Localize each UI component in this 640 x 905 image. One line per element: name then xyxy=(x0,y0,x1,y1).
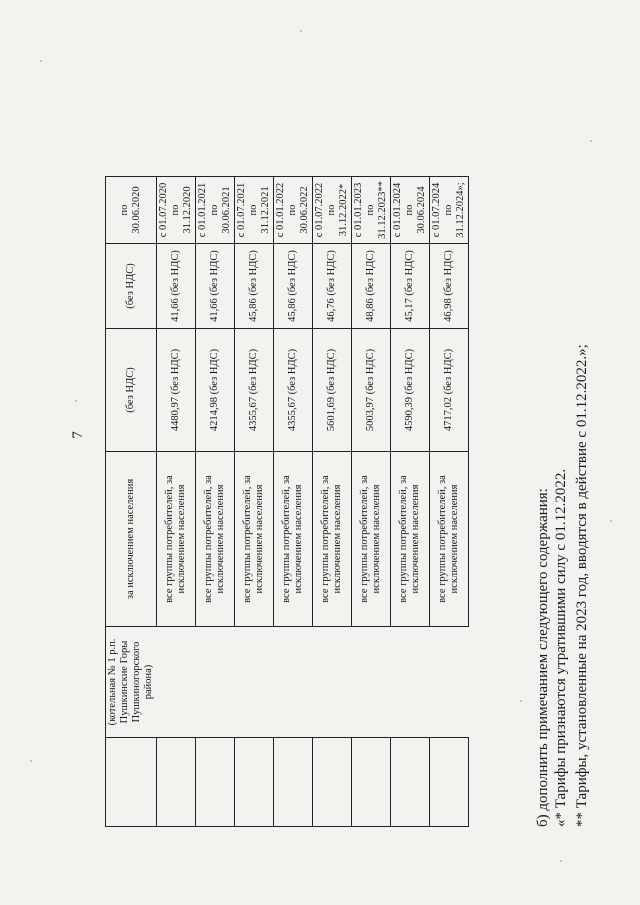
note-first: «* Тарифы признаются утратившими силу с 01.12.2022. xyxy=(553,468,569,827)
period-cell: с 01.07.2020 по 31.12.2020 xyxy=(156,177,195,244)
page-number: 7 xyxy=(70,431,86,439)
consumer-group-cell: все группы потребителей, за исключением населения xyxy=(195,452,234,627)
period-cell: с 01.07.2022 по 31.12.2022* xyxy=(312,177,351,244)
boiler-name-cell xyxy=(429,627,468,738)
boiler-name-cell xyxy=(273,627,312,738)
tariff-rub-m3-cell: 41,66 (без НДС) xyxy=(195,244,234,329)
empty-cell xyxy=(429,738,468,827)
consumer-group-cell: все группы потребителей, за исключением населения xyxy=(390,452,429,627)
note-second: ** Тарифы, установленные на 2023 год, вводятся в действие с 01.12.2022.»; xyxy=(574,344,590,827)
table-row xyxy=(156,177,195,827)
table-row xyxy=(429,177,468,827)
tariff-rub-gcal-cell: 4590,39 (без НДС) xyxy=(390,329,429,452)
notes-intro: б) дополнить примечанием следующего содержания: xyxy=(535,488,551,827)
empty-cell xyxy=(351,738,390,827)
tariff-rub-gcal-cell: 4355,67 (без НДС) xyxy=(234,329,273,452)
boiler-name-cell xyxy=(234,627,273,738)
tariff-rub-gcal-cell: 4717,02 (без НДС) xyxy=(429,329,468,452)
period-cell: с 01.07.2021 по 31.12.2021 xyxy=(234,177,273,244)
table-row xyxy=(351,177,390,827)
boiler-name-cell xyxy=(351,627,390,738)
tariff-rub-gcal-cell: 4480,97 (без НДС) xyxy=(156,329,195,452)
period-cell: с 01.01.2024 по 30.06.2024 xyxy=(390,177,429,244)
boiler-name-cell xyxy=(156,627,195,738)
boiler-name-cell: (котельная № 1 р.п. Пушкинские Горы Пушкиногорского района) xyxy=(106,627,157,738)
empty-cell xyxy=(234,738,273,827)
table-row xyxy=(234,177,273,827)
tariff-rub-m3-cell: 45,17 (без НДС) xyxy=(390,244,429,329)
tariff-rub-m3-cell: 48,86 (без НДС) xyxy=(351,244,390,329)
consumer-group-cell: все группы потребителей, за исключением населения xyxy=(312,452,351,627)
empty-cell xyxy=(156,738,195,827)
consumer-group-cell: все группы потребителей, за исключением населения xyxy=(156,452,195,627)
period-cell: с 01.07.2024 по 31.12.2024»; xyxy=(429,177,468,244)
empty-cell xyxy=(312,738,351,827)
table-row xyxy=(106,177,157,827)
tariff-rub-m3-cell: (без НДС) xyxy=(106,244,157,329)
tariff-rub-m3-cell: 45,86 (без НДС) xyxy=(234,244,273,329)
consumer-group-cell: все группы потребителей, за исключением населения xyxy=(351,452,390,627)
period-cell: по 30.06.2020 xyxy=(106,177,157,244)
tariff-rub-m3-cell: 46,76 (без НДС) xyxy=(312,244,351,329)
consumer-group-cell: за исключением населения xyxy=(106,452,157,627)
tariff-rub-gcal-cell: 5003,97 (без НДС) xyxy=(351,329,390,452)
tariff-rub-m3-cell: 46,98 (без НДС) xyxy=(429,244,468,329)
empty-cell xyxy=(195,738,234,827)
tariff-rub-gcal-cell: 4214,98 (без НДС) xyxy=(195,329,234,452)
table-row xyxy=(390,177,429,827)
period-cell: с 01.01.2022 по 30.06.2022 xyxy=(273,177,312,244)
empty-cell xyxy=(390,738,429,827)
tariff-rub-gcal-cell: 4355,67 (без НДС) xyxy=(273,329,312,452)
consumer-group-cell: все группы потребителей, за исключением населения xyxy=(429,452,468,627)
table-row xyxy=(273,177,312,827)
period-cell: с 01.01.2021 по 30.06.2021 xyxy=(195,177,234,244)
tariff-rub-m3-cell: 45,86 (без НДС) xyxy=(273,244,312,329)
boiler-name-cell xyxy=(390,627,429,738)
empty-cell xyxy=(106,738,157,827)
tariff-rub-gcal-cell: (без НДС) xyxy=(106,329,157,452)
tariff-rub-gcal-cell: 5601,69 (без НДС) xyxy=(312,329,351,452)
tariff-rub-m3-cell: 41,66 (без НДС) xyxy=(156,244,195,329)
table-row xyxy=(312,177,351,827)
tariff-table xyxy=(105,176,469,827)
consumer-group-cell: все группы потребителей, за исключением населения xyxy=(234,452,273,627)
empty-cell xyxy=(273,738,312,827)
period-cell: с 01.01.2023 по 31.12.2023** xyxy=(351,177,390,244)
boiler-name-cell xyxy=(195,627,234,738)
boiler-name-cell xyxy=(312,627,351,738)
consumer-group-cell: все группы потребителей, за исключением населения xyxy=(273,452,312,627)
table-row xyxy=(195,177,234,827)
